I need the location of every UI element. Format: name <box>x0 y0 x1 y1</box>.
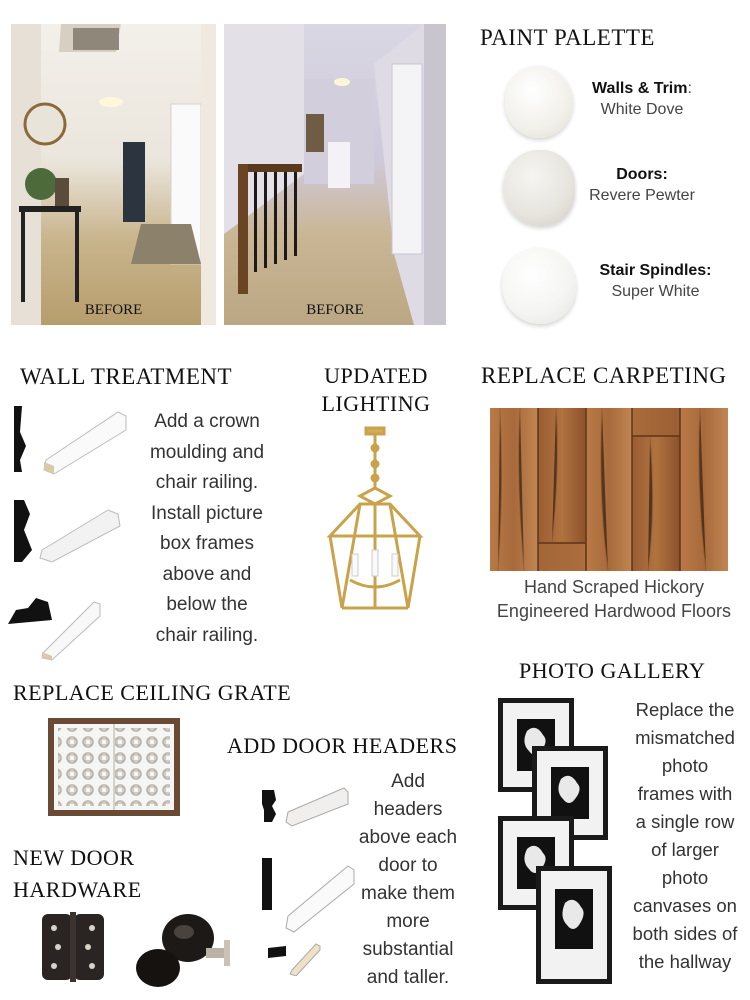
palette-spindles-name: Super White <box>611 283 700 300</box>
palette-doors-name: Revere Pewter <box>589 187 695 204</box>
wall-treatment-title: WALL TREATMENT <box>20 364 233 389</box>
headers-line: Add <box>391 771 425 792</box>
headers-line: make them <box>361 883 455 904</box>
ceiling-grate-icon <box>48 718 180 816</box>
gallery-line: photo <box>661 755 709 776</box>
carpeting-caption-line1: Hand Scraped Hickory <box>523 577 705 597</box>
palette-walls-name: White Dove <box>600 101 684 118</box>
super-white-swatch <box>502 248 576 324</box>
gallery-line: canvases on <box>633 895 737 916</box>
wall-line: below the <box>166 594 248 615</box>
carpeting-title: REPLACE CARPETING <box>481 363 727 388</box>
stairwell-illustration <box>224 24 446 325</box>
wall-line: above and <box>162 563 252 585</box>
wall-line: Add a crown <box>154 411 260 432</box>
hallway-illustration <box>11 24 216 325</box>
headers-line: above each <box>358 827 458 848</box>
gallery-line: photo <box>661 867 709 888</box>
palette-doors-label: Doors: <box>616 166 668 183</box>
palette-walls-colon: : <box>687 80 692 97</box>
headers-line: substantial <box>362 939 454 960</box>
lighting-title <box>312 362 440 418</box>
photo-frames-icon <box>497 697 615 987</box>
gallery-line: of larger <box>651 839 719 860</box>
door-hardware-title-line2: HARDWARE <box>13 877 142 902</box>
gallery-line: both sides of <box>632 923 738 944</box>
door-headers-title: ADD DOOR HEADERS <box>227 733 458 758</box>
before-photo-left <box>11 24 216 325</box>
door-header-profiles-icon <box>258 786 358 976</box>
headers-line: more <box>386 911 430 932</box>
wall-treatment-text <box>136 407 278 651</box>
ceiling-grate-title: REPLACE CEILING GRATE <box>13 680 292 705</box>
wall-line: chair railing. <box>155 472 259 493</box>
wall-line: Install picture <box>151 502 263 524</box>
palette-item-spindles <box>583 262 728 301</box>
before-photo-right <box>224 24 446 325</box>
photo-gallery-title: PHOTO GALLERY <box>519 658 706 683</box>
before-caption-right: BEFORE <box>306 302 364 318</box>
gallery-line: Replace the <box>635 699 735 720</box>
gallery-line: frames with <box>637 783 733 804</box>
door-hardware-title <box>13 842 142 906</box>
palette-item-walls <box>572 80 712 119</box>
wall-line: chair railing. <box>155 624 259 646</box>
paint-palette-title: PAINT PALETTE <box>480 25 655 50</box>
before-caption-left: BEFORE <box>84 302 143 318</box>
wall-line: moulding and <box>149 441 265 463</box>
revere-pewter-swatch <box>503 150 575 226</box>
gallery-line: mismatched <box>635 727 735 748</box>
palette-walls-label: Walls & Trim <box>592 80 688 97</box>
gallery-line: the hallway <box>638 951 732 972</box>
lighting-title-line2: LIGHTING <box>321 391 431 416</box>
headers-line: door to <box>378 855 438 876</box>
hinge-and-knob-icon <box>38 908 238 988</box>
headers-line: and taller. <box>366 967 450 988</box>
headers-line: headers <box>373 799 443 820</box>
hickory-floor-sample <box>490 408 728 571</box>
white-dove-swatch <box>505 66 573 138</box>
door-hardware-title-line1: NEW DOOR <box>13 845 135 870</box>
palette-item-doors <box>572 166 712 205</box>
lantern-pendant-icon <box>322 426 428 620</box>
carpeting-caption-line2: Engineered Hardwood Floors <box>496 601 732 621</box>
carpeting-caption <box>478 575 750 623</box>
palette-spindles-label: Stair Spindles: <box>599 262 712 279</box>
moulding-profiles-icon <box>8 402 138 662</box>
door-headers-text <box>352 768 464 992</box>
photo-gallery-text <box>620 696 750 976</box>
lighting-title-line1: UPDATED <box>324 363 428 388</box>
wall-line: box frames <box>160 533 254 554</box>
gallery-line: a single row <box>635 811 735 832</box>
